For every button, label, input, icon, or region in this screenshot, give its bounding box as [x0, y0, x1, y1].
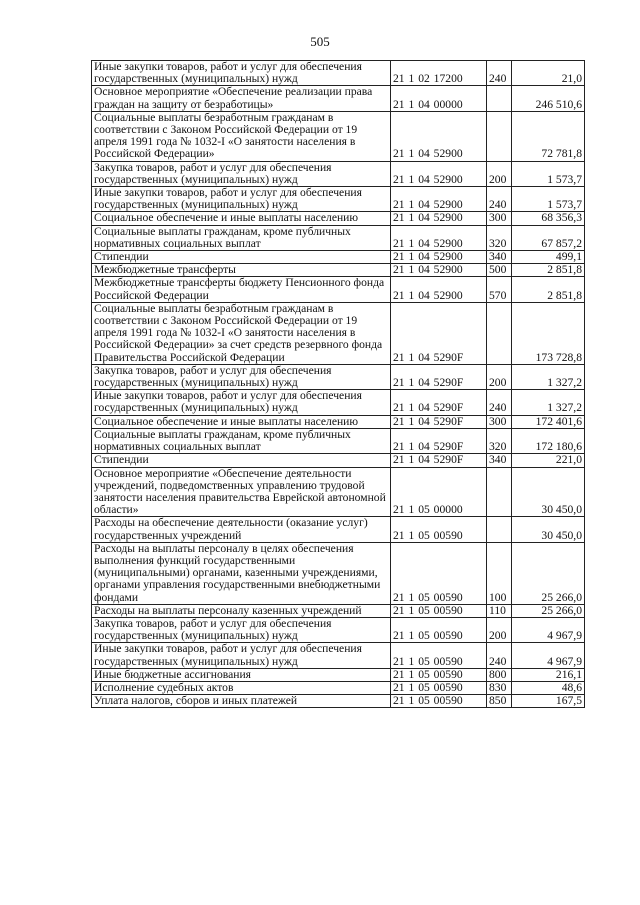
row-program-code: 21 1 04 5290F	[391, 428, 487, 453]
row-description: Стипендии	[92, 251, 391, 264]
table-row	[92, 111, 585, 161]
row-program-code: 21 1 05 00590	[391, 681, 487, 694]
row-description: Расходы на выплаты персоналу в целях обеспечения выполнения функций государственными (муниципальными) органами, казенными учреждениями, органами управления государственными внебюджетными фондами	[92, 542, 391, 604]
row-program-code: 21 1 04 52900	[391, 251, 487, 264]
row-description: Межбюджетные трансферты бюджету Пенсионного фонда Российской Федерации	[92, 277, 391, 302]
row-program-code: 21 1 04 52900	[391, 187, 487, 212]
row-amount: 246 510,6	[512, 86, 585, 111]
row-description: Закупка товаров, работ и услуг для обеспечения государственных (муниципальных) нужд	[92, 161, 391, 186]
table-row	[92, 251, 585, 264]
row-program-code: 21 1 04 52900	[391, 212, 487, 225]
table-row	[92, 668, 585, 681]
row-program-code: 21 1 04 5290F	[391, 364, 487, 389]
row-program-code: 21 1 04 5290F	[391, 454, 487, 467]
table-row	[92, 212, 585, 225]
row-description: Основное мероприятие «Обеспечение реализации права граждан на защиту от безработицы»	[92, 86, 391, 111]
row-expense-type	[487, 517, 512, 542]
row-expense-type: 110	[487, 604, 512, 617]
table-row	[92, 454, 585, 467]
row-description: Социальное обеспечение и иные выплаты населению	[92, 415, 391, 428]
row-expense-type: 240	[487, 187, 512, 212]
row-amount: 499,1	[512, 251, 585, 264]
row-program-code: 21 1 05 00590	[391, 668, 487, 681]
row-program-code: 21 1 05 00590	[391, 643, 487, 668]
table-row	[92, 415, 585, 428]
row-expense-type: 300	[487, 415, 512, 428]
row-description: Социальные выплаты гражданам, кроме публичных нормативных социальных выплат	[92, 225, 391, 250]
row-expense-type: 340	[487, 454, 512, 467]
row-amount: 172 180,6	[512, 428, 585, 453]
row-amount: 172 401,6	[512, 415, 585, 428]
row-program-code: 21 1 04 5290F	[391, 302, 487, 364]
row-amount: 167,5	[512, 695, 585, 708]
row-expense-type	[487, 302, 512, 364]
row-expense-type: 200	[487, 364, 512, 389]
row-program-code: 21 1 02 17200	[391, 61, 487, 86]
row-amount: 4 967,9	[512, 643, 585, 668]
row-amount: 48,6	[512, 681, 585, 694]
row-description: Социальные выплаты безработным гражданам в соответствии с Законом Российской Федерации от 19 апреля 1991 года № 1032-I «О занятости населения в Российской Федерации»	[92, 111, 391, 161]
row-expense-type: 200	[487, 161, 512, 186]
row-description: Исполнение судебных актов	[92, 681, 391, 694]
row-expense-type: 240	[487, 390, 512, 415]
row-description: Уплата налогов, сборов и иных платежей	[92, 695, 391, 708]
row-program-code: 21 1 04 5290F	[391, 415, 487, 428]
row-program-code: 21 1 04 52900	[391, 277, 487, 302]
row-amount: 25 266,0	[512, 542, 585, 604]
row-description: Основное мероприятие «Обеспечение деятельности учреждений, подведомственных управлению трудовой занятости населения правительства Еврейской автономной области»	[92, 467, 391, 517]
row-description: Иные закупки товаров, работ и услуг для обеспечения государственных (муниципальных) нужд	[92, 390, 391, 415]
row-description: Социальные выплаты безработным гражданам в соответствии с Законом Российской Федерации от 19 апреля 1991 года № 1032-I «О занятости населения в Российской Федерации» за счет средств резервного фонда Правительства Российской Федерации	[92, 302, 391, 364]
row-amount: 2 851,8	[512, 277, 585, 302]
table-row	[92, 61, 585, 86]
table-row	[92, 86, 585, 111]
table-row	[92, 428, 585, 453]
row-expense-type: 200	[487, 617, 512, 642]
row-amount: 30 450,0	[512, 467, 585, 517]
row-description: Иные закупки товаров, работ и услуг для обеспечения государственных (муниципальных) нужд	[92, 187, 391, 212]
table-row	[92, 302, 585, 364]
row-program-code: 21 1 05 00590	[391, 695, 487, 708]
budget-table	[91, 60, 585, 708]
row-expense-type: 850	[487, 695, 512, 708]
row-expense-type: 240	[487, 61, 512, 86]
table-row	[92, 681, 585, 694]
table-row	[92, 264, 585, 277]
table-row	[92, 467, 585, 517]
row-amount: 1 327,2	[512, 390, 585, 415]
row-program-code: 21 1 04 52900	[391, 264, 487, 277]
row-description: Расходы на обеспечение деятельности (оказание услуг) государственных учреждений	[92, 517, 391, 542]
row-description: Закупка товаров, работ и услуг для обеспечения государственных (муниципальных) нужд	[92, 617, 391, 642]
row-expense-type: 500	[487, 264, 512, 277]
row-amount: 173 728,8	[512, 302, 585, 364]
row-program-code: 21 1 04 52900	[391, 111, 487, 161]
row-program-code: 21 1 05 00000	[391, 467, 487, 517]
row-expense-type: 570	[487, 277, 512, 302]
row-expense-type: 830	[487, 681, 512, 694]
row-amount: 221,0	[512, 454, 585, 467]
table-row	[92, 161, 585, 186]
row-expense-type	[487, 467, 512, 517]
row-expense-type: 800	[487, 668, 512, 681]
row-amount: 1 573,7	[512, 161, 585, 186]
row-amount: 25 266,0	[512, 604, 585, 617]
row-description: Иные закупки товаров, работ и услуг для обеспечения государственных (муниципальных) нужд	[92, 643, 391, 668]
row-expense-type: 240	[487, 643, 512, 668]
row-amount: 4 967,9	[512, 617, 585, 642]
table-row	[92, 364, 585, 389]
row-description: Социальное обеспечение и иные выплаты населению	[92, 212, 391, 225]
row-expense-type: 300	[487, 212, 512, 225]
row-program-code: 21 1 05 00590	[391, 604, 487, 617]
row-program-code: 21 1 04 52900	[391, 161, 487, 186]
row-program-code: 21 1 05 00590	[391, 517, 487, 542]
row-amount: 1 573,7	[512, 187, 585, 212]
table-row	[92, 617, 585, 642]
table-row	[92, 695, 585, 708]
row-description: Иные бюджетные ассигнования	[92, 668, 391, 681]
row-description: Иные закупки товаров, работ и услуг для обеспечения государственных (муниципальных) нужд	[92, 61, 391, 86]
table-row	[92, 225, 585, 250]
row-program-code: 21 1 04 52900	[391, 225, 487, 250]
row-expense-type: 320	[487, 428, 512, 453]
row-description: Стипендии	[92, 454, 391, 467]
budget-table-body	[92, 61, 585, 708]
row-expense-type: 340	[487, 251, 512, 264]
row-expense-type	[487, 86, 512, 111]
row-description: Расходы на выплаты персоналу казенных учреждений	[92, 604, 391, 617]
row-description: Социальные выплаты гражданам, кроме публичных нормативных социальных выплат	[92, 428, 391, 453]
row-program-code: 21 1 05 00590	[391, 617, 487, 642]
table-row	[92, 277, 585, 302]
table-row	[92, 187, 585, 212]
table-row	[92, 517, 585, 542]
row-amount: 216,1	[512, 668, 585, 681]
row-amount: 72 781,8	[512, 111, 585, 161]
row-program-code: 21 1 04 5290F	[391, 390, 487, 415]
row-program-code: 21 1 05 00590	[391, 542, 487, 604]
row-expense-type: 100	[487, 542, 512, 604]
row-expense-type: 320	[487, 225, 512, 250]
row-amount: 2 851,8	[512, 264, 585, 277]
row-amount: 1 327,2	[512, 364, 585, 389]
table-row	[92, 390, 585, 415]
table-row	[92, 643, 585, 668]
row-amount: 67 857,2	[512, 225, 585, 250]
table-row	[92, 542, 585, 604]
row-amount: 30 450,0	[512, 517, 585, 542]
row-amount: 68 356,3	[512, 212, 585, 225]
table-row	[92, 604, 585, 617]
row-amount: 21,0	[512, 61, 585, 86]
row-description: Межбюджетные трансферты	[92, 264, 391, 277]
row-description: Закупка товаров, работ и услуг для обеспечения государственных (муниципальных) нужд	[92, 364, 391, 389]
row-expense-type	[487, 111, 512, 161]
row-program-code: 21 1 04 00000	[391, 86, 487, 111]
page-number: 505	[310, 34, 330, 49]
